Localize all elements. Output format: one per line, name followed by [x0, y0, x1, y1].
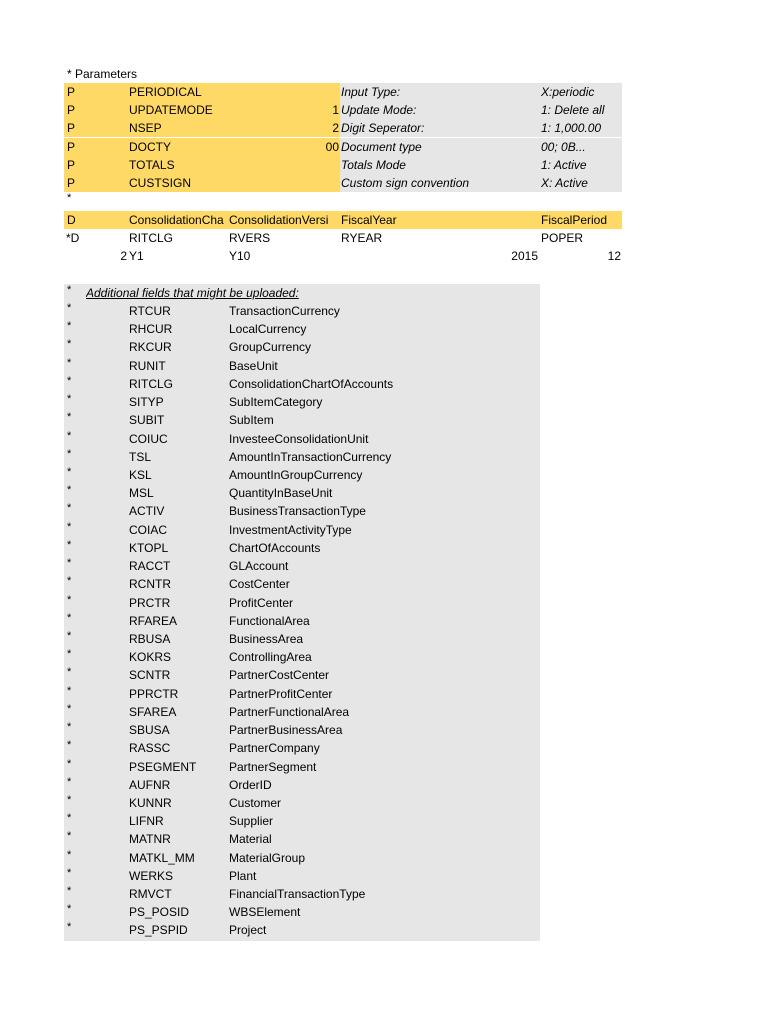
- param-label[interactable]: Custom sign convention: [341, 176, 470, 190]
- field-row: [64, 921, 540, 939]
- additional-fields-block: [64, 284, 540, 941]
- field-name[interactable]: TransactionCurrency: [229, 304, 340, 318]
- field-row: [64, 666, 540, 684]
- param-row: [64, 138, 622, 156]
- param-name[interactable]: PERIODICAL: [129, 85, 202, 99]
- field-row: [64, 320, 540, 338]
- field-name[interactable]: PartnerCostCenter: [229, 668, 330, 683]
- field-name[interactable]: MaterialGroup: [229, 850, 306, 865]
- field-name[interactable]: Plant: [229, 868, 257, 883]
- param-option[interactable]: 1: Active: [541, 157, 587, 172]
- field-code[interactable]: RCNTR: [129, 577, 171, 592]
- field-code[interactable]: ACTIV: [129, 504, 165, 519]
- field-row: [64, 612, 540, 630]
- field-name[interactable]: PartnerBusinessArea: [229, 723, 343, 738]
- field-code[interactable]: SITYP: [129, 395, 164, 410]
- field-name[interactable]: BaseUnit: [229, 358, 278, 373]
- field-row: [64, 903, 540, 921]
- param-value[interactable]: [269, 156, 339, 174]
- param-option[interactable]: X:periodic: [541, 85, 595, 99]
- param-name[interactable]: UPDATEMODE: [129, 103, 213, 118]
- field-code[interactable]: PRCTR: [129, 595, 171, 610]
- field-star: *: [67, 702, 72, 715]
- field-name[interactable]: Supplier: [229, 814, 274, 829]
- param-row: [64, 119, 622, 137]
- field-star: *: [67, 465, 72, 478]
- field-code[interactable]: MSL: [129, 486, 154, 501]
- field-star: *: [67, 684, 72, 697]
- field-name[interactable]: AmountInTransactionCurrency: [229, 449, 392, 464]
- field-name[interactable]: PartnerProfitCenter: [229, 686, 333, 701]
- field-star: *: [67, 502, 72, 515]
- field-star: *: [67, 593, 72, 606]
- field-star: *: [67, 393, 72, 406]
- field-row: [64, 648, 540, 666]
- field-star: *: [67, 830, 72, 843]
- field-row: [64, 867, 540, 885]
- param-type[interactable]: P: [67, 85, 76, 99]
- field-code[interactable]: SBUSA: [129, 723, 170, 738]
- tech-header-type[interactable]: *D: [66, 231, 80, 245]
- params-header[interactable]: * Parameters: [67, 67, 138, 81]
- data-row-lead[interactable]: 2: [120, 249, 127, 263]
- field-row: [64, 685, 540, 703]
- separator-star[interactable]: *: [67, 192, 72, 204]
- data-header-consolidation-version[interactable]: ConsolidationVersi: [229, 213, 329, 227]
- field-star: *: [67, 374, 72, 387]
- field-code[interactable]: COIAC: [129, 522, 168, 537]
- field-name[interactable]: QuantityInBaseUnit: [229, 486, 333, 501]
- param-option[interactable]: 1: Delete all: [541, 103, 605, 118]
- field-name[interactable]: ConsolidationChartOfAccounts: [229, 376, 394, 391]
- field-star: *: [67, 757, 72, 770]
- additional-title[interactable]: Additional fields that might be uploaded:: [86, 286, 299, 300]
- param-type[interactable]: P: [67, 176, 76, 190]
- tech-header-ritclg[interactable]: RITCLG: [129, 231, 174, 245]
- data-row-version[interactable]: Y10: [229, 249, 251, 263]
- field-code[interactable]: RFAREA: [129, 613, 178, 628]
- field-row: [64, 430, 540, 448]
- field-name[interactable]: InvesteeConsolidationUnit: [229, 431, 369, 446]
- field-star: *: [67, 320, 72, 333]
- field-code[interactable]: KUNNR: [129, 795, 172, 810]
- field-star: *: [67, 848, 72, 861]
- field-row: [64, 630, 540, 648]
- param-label[interactable]: Update Mode:: [341, 103, 417, 118]
- field-star: *: [67, 302, 72, 314]
- param-row: [64, 174, 622, 192]
- field-row: [64, 721, 540, 739]
- param-type[interactable]: P: [67, 139, 76, 154]
- param-row: [64, 156, 622, 174]
- field-code[interactable]: RBUSA: [129, 631, 171, 646]
- field-code[interactable]: RTCUR: [129, 304, 171, 318]
- field-star: *: [67, 356, 72, 369]
- tech-header-ryear[interactable]: RYEAR: [341, 231, 383, 245]
- field-name[interactable]: Project: [229, 923, 267, 938]
- field-row: [64, 739, 540, 757]
- field-code[interactable]: MATNR: [129, 832, 171, 847]
- data-row-year[interactable]: 2015: [511, 249, 538, 263]
- field-code[interactable]: AUFNR: [129, 777, 171, 792]
- data-header-consolidation-chart[interactable]: ConsolidationCha: [129, 213, 224, 227]
- field-code[interactable]: WERKS: [129, 868, 174, 883]
- tech-header-poper[interactable]: POPER: [541, 231, 584, 245]
- param-label[interactable]: Totals Mode: [341, 157, 406, 172]
- param-option[interactable]: 1: 1,000.00: [541, 121, 602, 136]
- field-name[interactable]: SubItem: [229, 413, 274, 428]
- param-label[interactable]: Document type: [341, 139, 422, 154]
- field-code[interactable]: PSEGMENT: [129, 759, 197, 774]
- data-row-period[interactable]: 12: [607, 249, 621, 263]
- field-row: [64, 466, 540, 484]
- field-row: [64, 594, 540, 612]
- field-star: *: [67, 793, 72, 806]
- param-name[interactable]: NSEP: [129, 121, 162, 136]
- param-name[interactable]: CUSTSIGN: [129, 176, 192, 190]
- field-name[interactable]: AmountInGroupCurrency: [229, 467, 363, 482]
- field-name[interactable]: OrderID: [229, 777, 272, 792]
- field-code[interactable]: KOKRS: [129, 650, 172, 665]
- field-code[interactable]: PS_POSID: [129, 905, 190, 920]
- field-star: *: [67, 721, 72, 734]
- field-row: [64, 484, 540, 502]
- field-code[interactable]: RASSC: [129, 741, 171, 756]
- param-type[interactable]: P: [67, 103, 76, 118]
- param-value[interactable]: 00: [325, 139, 339, 154]
- field-star: *: [67, 903, 72, 916]
- field-row: [64, 776, 540, 794]
- field-row: [64, 849, 540, 867]
- field-star: *: [67, 538, 72, 551]
- field-name[interactable]: BusinessArea: [229, 631, 304, 646]
- field-star: *: [67, 411, 72, 424]
- param-type[interactable]: P: [67, 157, 76, 172]
- field-name[interactable]: ChartOfAccounts: [229, 540, 321, 555]
- field-name[interactable]: GLAccount: [229, 559, 289, 574]
- separator-row: [64, 192, 622, 210]
- field-name[interactable]: PartnerFunctionalArea: [229, 704, 350, 719]
- field-star: *: [67, 447, 72, 460]
- param-value[interactable]: [269, 83, 339, 101]
- param-value[interactable]: 1: [332, 103, 339, 118]
- additional-title-star: *: [67, 284, 72, 296]
- field-code[interactable]: TSL: [129, 449, 152, 464]
- param-option[interactable]: 00; 0B...: [541, 139, 586, 154]
- param-row: [64, 101, 622, 119]
- data-header-type[interactable]: D: [67, 213, 76, 227]
- field-code[interactable]: RUNIT: [129, 358, 166, 373]
- tech-header-rvers[interactable]: RVERS: [229, 231, 271, 245]
- field-name[interactable]: LocalCurrency: [229, 322, 307, 337]
- field-row: [64, 521, 540, 539]
- param-name[interactable]: TOTALS: [129, 157, 175, 172]
- params-header-row: [64, 65, 622, 83]
- field-star: *: [67, 648, 72, 661]
- field-row: [64, 830, 540, 848]
- data-header-row: [64, 211, 622, 229]
- field-row: [64, 794, 540, 812]
- field-name[interactable]: BusinessTransactionType: [229, 504, 366, 519]
- field-row: [64, 758, 540, 776]
- field-code[interactable]: RKCUR: [129, 340, 172, 355]
- field-name[interactable]: CostCenter: [229, 577, 290, 592]
- field-code[interactable]: LIFNR: [129, 814, 164, 829]
- field-name[interactable]: Material: [229, 832, 272, 847]
- field-star: *: [67, 866, 72, 879]
- param-value[interactable]: 2: [332, 121, 339, 136]
- field-row: [64, 502, 540, 520]
- field-code[interactable]: RMVCT: [129, 887, 172, 902]
- field-code[interactable]: COIUC: [129, 431, 168, 446]
- field-code[interactable]: RITCLG: [129, 376, 174, 391]
- additional-title-row: [64, 284, 540, 302]
- field-row: [64, 557, 540, 575]
- field-star: *: [67, 484, 72, 497]
- data-row: [64, 247, 622, 265]
- param-value[interactable]: [269, 174, 339, 192]
- param-row: [64, 83, 622, 101]
- field-star: *: [67, 338, 72, 351]
- field-star: *: [67, 921, 72, 934]
- field-star: *: [67, 739, 72, 752]
- param-name[interactable]: DOCTY: [129, 139, 171, 154]
- field-star: *: [67, 557, 72, 570]
- field-name[interactable]: ProfitCenter: [229, 595, 294, 610]
- field-star: *: [67, 429, 72, 442]
- field-star: *: [67, 775, 72, 788]
- field-row: [64, 539, 540, 557]
- data-header-fiscal-year[interactable]: FiscalYear: [341, 213, 397, 227]
- param-label[interactable]: Input Type:: [341, 85, 401, 99]
- field-row: [64, 411, 540, 429]
- field-code[interactable]: SFAREA: [129, 704, 177, 719]
- field-star: *: [67, 629, 72, 642]
- field-name[interactable]: SubItemCategory: [229, 395, 323, 410]
- field-code[interactable]: PS_PSPID: [129, 923, 188, 938]
- field-star: *: [67, 520, 72, 533]
- param-type[interactable]: P: [67, 121, 76, 136]
- field-row: [64, 703, 540, 721]
- field-row: [64, 812, 540, 830]
- field-code[interactable]: RHCUR: [129, 322, 173, 337]
- field-name[interactable]: FinancialTransactionType: [229, 887, 366, 902]
- field-name[interactable]: WBSElement: [229, 905, 301, 920]
- field-row: [64, 393, 540, 411]
- param-option[interactable]: X: Active: [541, 176, 588, 190]
- field-star: *: [67, 812, 72, 825]
- field-row: [64, 357, 540, 375]
- field-row: [64, 885, 540, 903]
- field-name[interactable]: GroupCurrency: [229, 340, 312, 355]
- tech-header-row: [64, 229, 622, 247]
- field-row: [64, 302, 540, 320]
- field-name[interactable]: PartnerSegment: [229, 759, 317, 774]
- field-code[interactable]: SUBIT: [129, 413, 165, 428]
- field-row: [64, 338, 540, 356]
- field-code[interactable]: PPRCTR: [129, 686, 179, 701]
- field-row: [64, 448, 540, 466]
- field-name[interactable]: InvestmentActivityType: [229, 522, 352, 537]
- field-star: *: [67, 885, 72, 898]
- field-name[interactable]: Customer: [229, 795, 282, 810]
- field-name[interactable]: FunctionalArea: [229, 613, 310, 628]
- field-star: *: [67, 611, 72, 624]
- field-code[interactable]: MATKL_MM: [129, 850, 195, 865]
- field-code[interactable]: KTOPL: [129, 540, 169, 555]
- field-code[interactable]: RACCT: [129, 559, 171, 574]
- field-star: *: [67, 575, 72, 588]
- field-code[interactable]: SCNTR: [129, 668, 171, 683]
- data-header-fiscal-period[interactable]: FiscalPeriod: [541, 213, 608, 227]
- field-star: *: [67, 666, 72, 679]
- field-name[interactable]: PartnerCompany: [229, 741, 320, 756]
- field-row: [64, 375, 540, 393]
- param-label[interactable]: Digit Seperator:: [341, 121, 425, 136]
- field-name[interactable]: ControllingArea: [229, 650, 312, 665]
- data-row-chart[interactable]: Y1: [129, 249, 144, 263]
- field-row: [64, 575, 540, 593]
- field-code[interactable]: KSL: [129, 467, 152, 482]
